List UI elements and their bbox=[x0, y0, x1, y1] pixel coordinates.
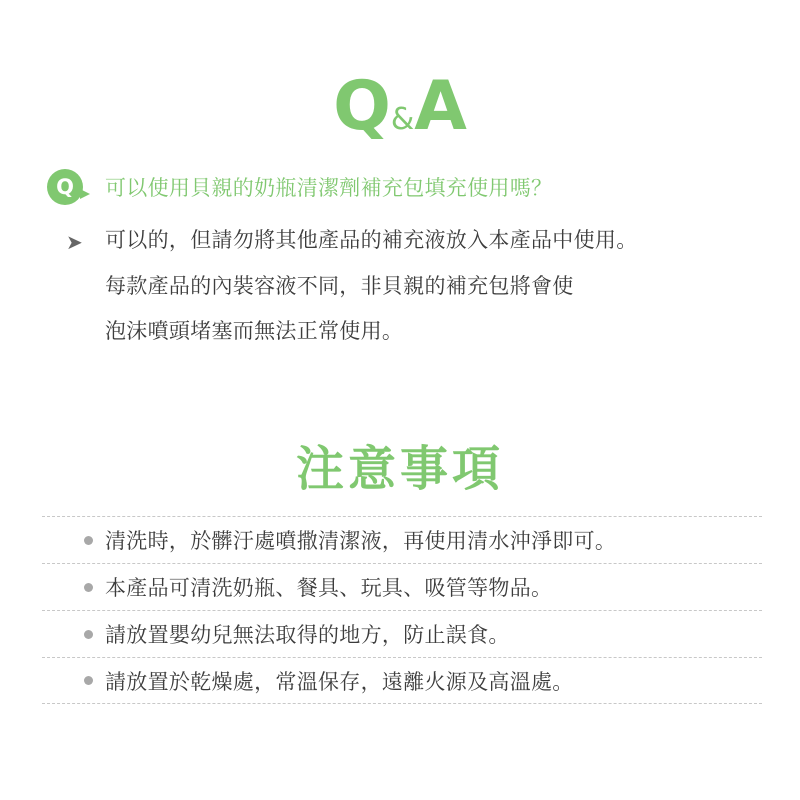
question-badge-letter: Q bbox=[56, 175, 74, 199]
answer-line-1: 可以的，但請勿將其他產品的補充液放入本產品中使用。 bbox=[105, 228, 638, 252]
notice-item bbox=[42, 563, 762, 610]
answer-line-2: 每款產品的內裝容液不同，非貝親的補充包將會使 bbox=[105, 274, 574, 298]
notice-item-text: 請放置於乾燥處，常溫保存，遠離火源及高溫處。 bbox=[105, 669, 574, 694]
notice-item-text: 請放置嬰幼兒無法取得的地方，防止誤食。 bbox=[105, 623, 510, 647]
question-text: 可以使用貝親的奶瓶清潔劑補充包填充使用嗎？ bbox=[105, 176, 553, 200]
answer-arrow-icon: ➤ bbox=[66, 230, 83, 254]
bullet-icon bbox=[84, 630, 93, 639]
answer-line-3: 泡沫噴頭堵塞而無法正常使用。 bbox=[105, 319, 404, 343]
qa-heading bbox=[0, 67, 800, 147]
bullet-icon bbox=[84, 676, 93, 685]
notice-item bbox=[42, 610, 762, 657]
qa-a-letter: A bbox=[414, 67, 467, 147]
notice-item bbox=[42, 657, 762, 704]
question-badge-icon bbox=[47, 169, 83, 205]
notice-list bbox=[42, 516, 762, 704]
question-row bbox=[47, 168, 552, 206]
bullet-icon bbox=[84, 536, 93, 545]
bullet-icon bbox=[84, 583, 93, 592]
notice-item-text: 清洗時，於髒汙處噴撒清潔液，再使用清水沖淨即可。 bbox=[105, 529, 617, 553]
qa-ampersand: & bbox=[390, 102, 415, 138]
notice-heading: 注意事項 bbox=[295, 440, 504, 497]
notice-item bbox=[42, 516, 762, 563]
qa-q-letter: Q bbox=[333, 67, 391, 147]
notice-item-text: 本產品可清洗奶瓶、餐具、玩具、吸管等物品。 bbox=[105, 576, 553, 600]
